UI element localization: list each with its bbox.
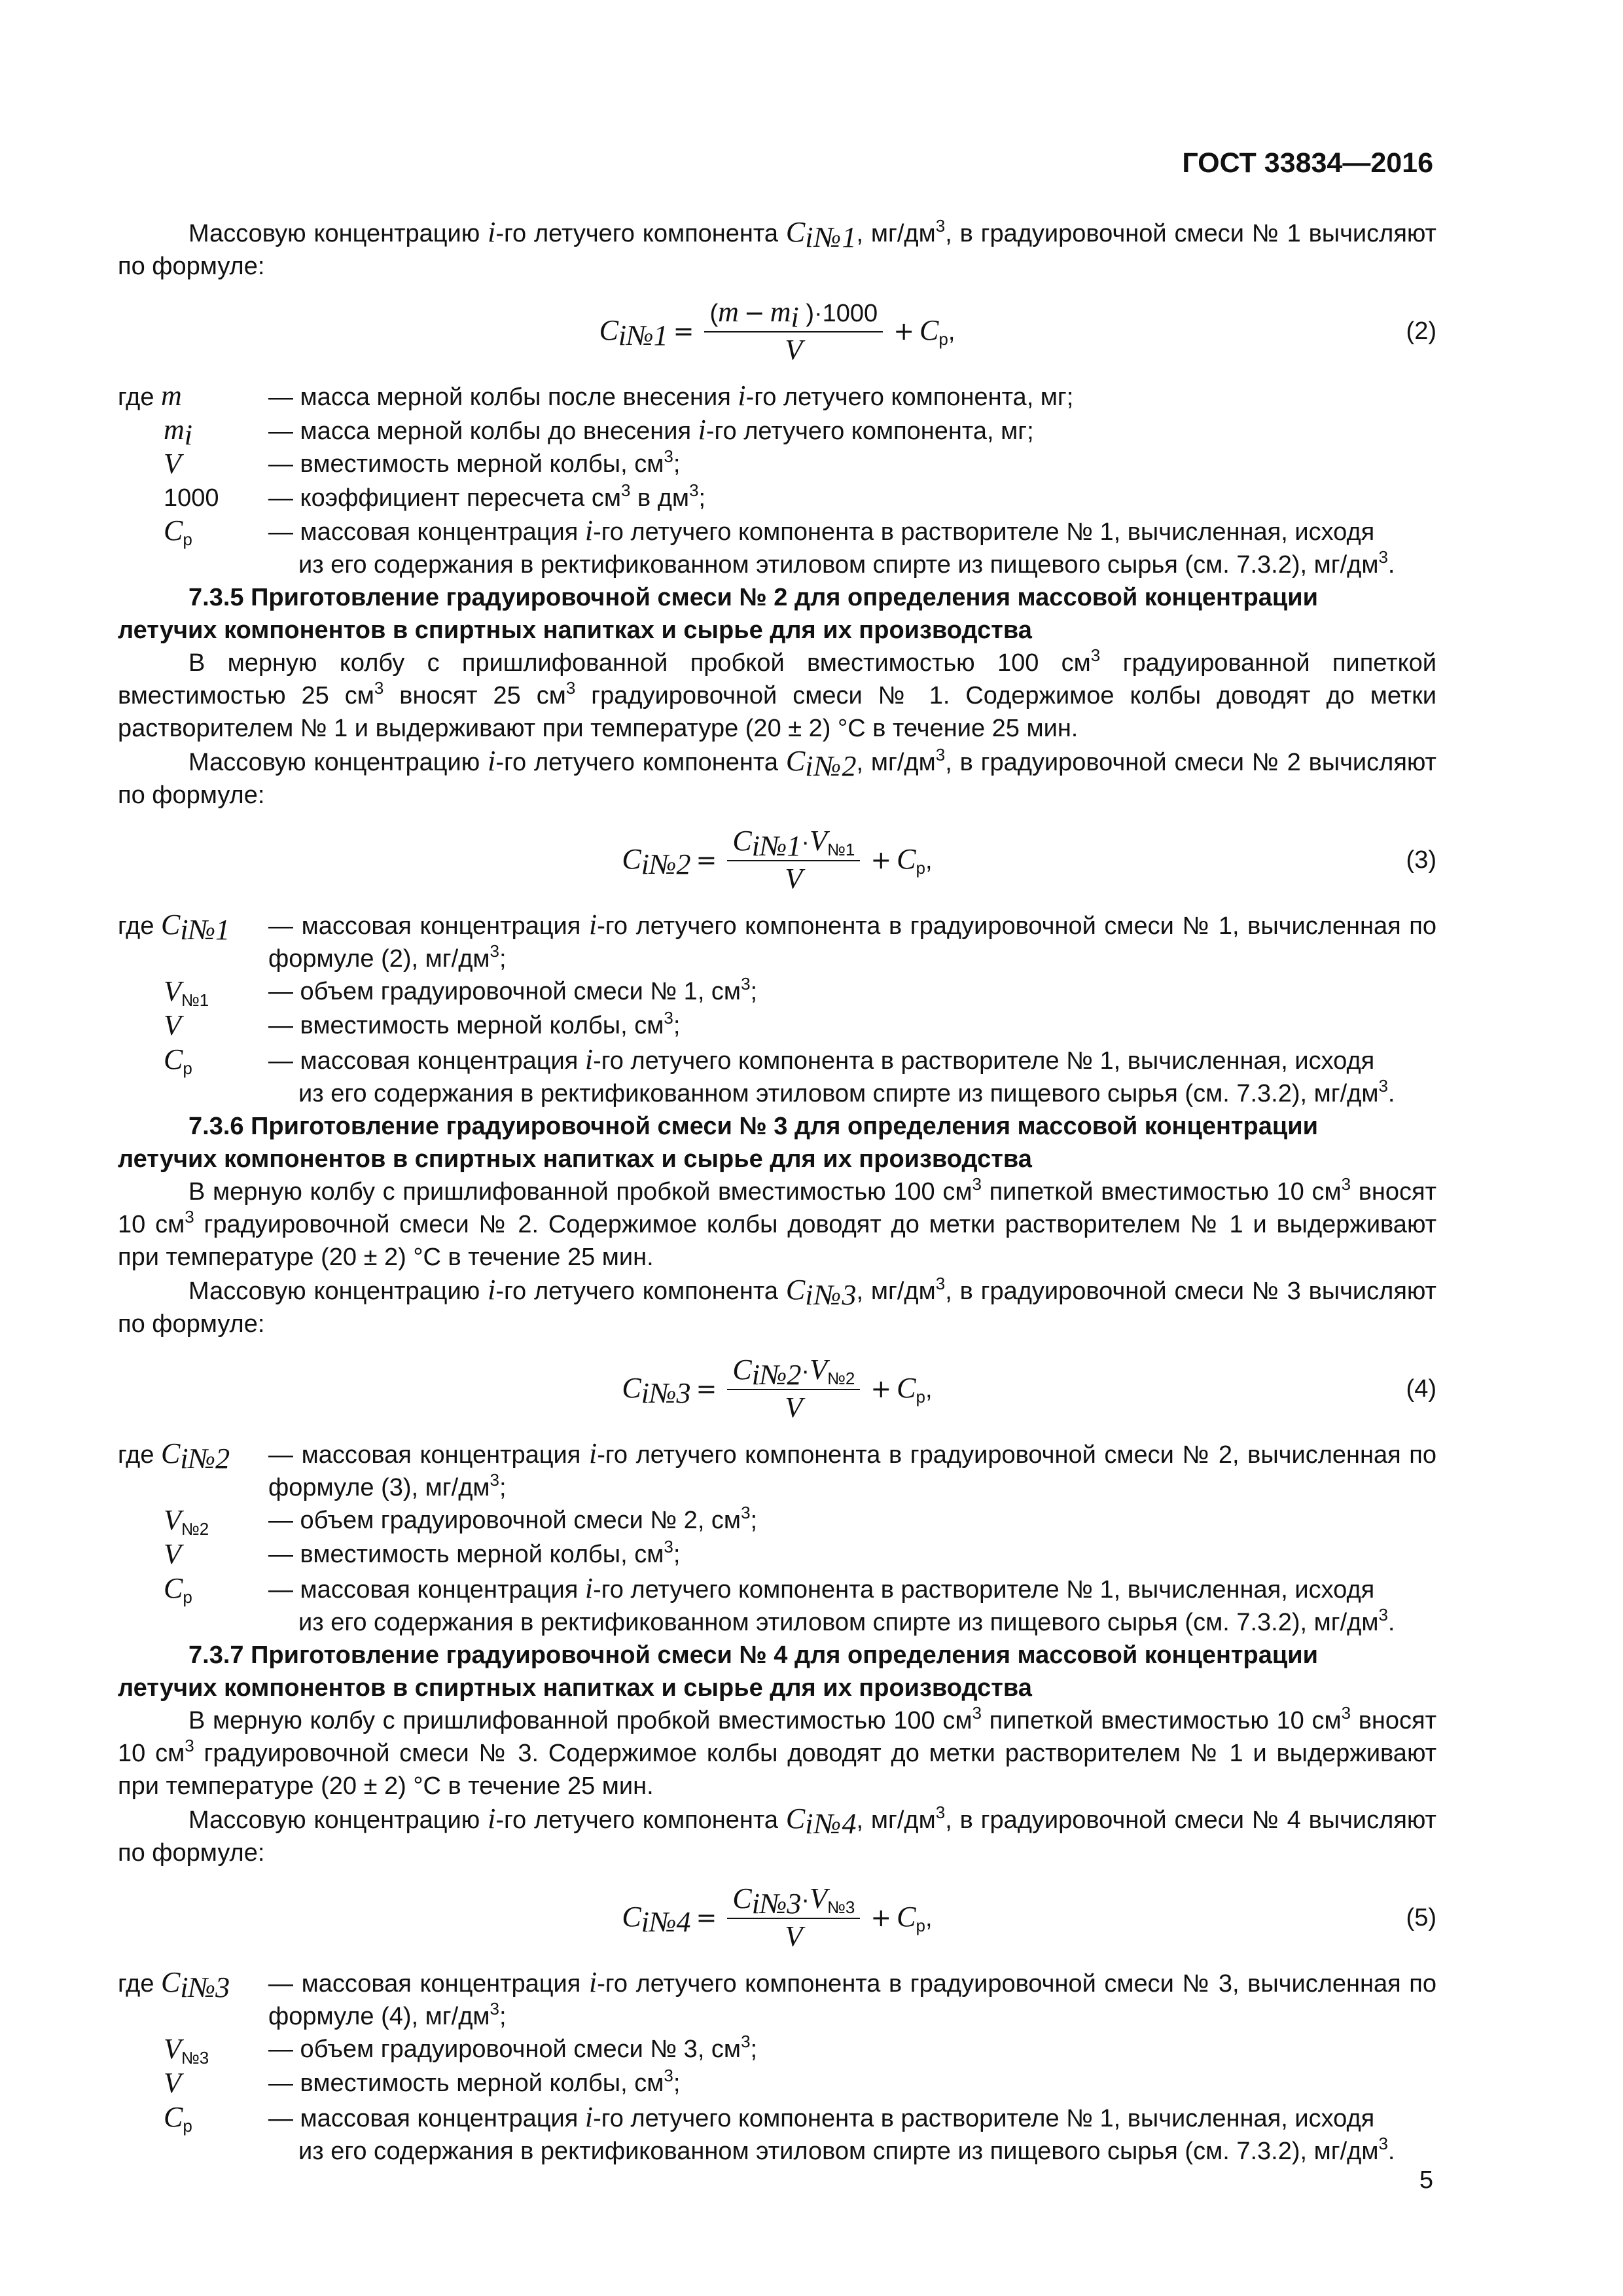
formula-4-intro: Массовую концентрацию i-го летучего компонента $C_{i№3}$, $мг/дм^3$, в градуировочной смеси № 3 вычисляют по формуле:	[118, 1274, 1436, 1338]
formula-2: $C_{i№1}$ = $\frac{(m - m_i )\cdot 1000}{V}$ + $C_р$, (2)	[599, 296, 1436, 366]
formula-2-intro: Массовую концентрацию i-го летучего компонента $C_{i№1}$, $мг/дм^3$, в градуировочной смеси № 1 вычисляют по формуле:	[118, 216, 1436, 280]
formula-3-number: (3)	[1406, 846, 1436, 874]
formula-4-legend: где $C_{i№2}$ — массовая концентрация i-го летучего компонента в градуировочной смеси № 2, вычисленная по формуле (3), $мг/дм^3$; $V_{№2}$ — объем градуировочной смеси № 2, $см^3$; V — вместимость мерной колбы, $см^3$; $C_р$ — массовая концентрация i-го летучего компонента в растворителе № 1, вычисленная, исходя из его содержания в ректификованном этиловом спирте из пищевого сырья (см. 7.3.2), $мг/дм^3$.	[118, 1437, 1436, 1636]
formula-4-number: (4)	[1406, 1375, 1436, 1403]
document-body	[118, 216, 1436, 2168]
formula-2-legend: где m — масса мерной колбы после внесения i-го летучего компонента, мг; $m_i$ — масса мерной колбы до внесения i-го летучего компонента, мг; V — вместимость мерной колбы, $см^3$; 1000 — коэффициент пересчета $см^3$ в $дм^3$; $C_р$ — массовая концентрация i-го летучего компонента в растворителе № 1, вычисленная, исходя из его содержания в ректификованном этиловом спирте из пищевого сырья (см. 7.3.2), $мг/дм^3$.	[118, 380, 1395, 579]
formula-5-number: (5)	[1406, 1904, 1436, 1931]
section-7-3-7-title: 7.3.7 Приготовление градуировочной смеси № 4 для определения массовой концентрации	[188, 1641, 1318, 1669]
formula-2-number: (2)	[1406, 317, 1436, 345]
formula-3-legend: где $C_{i№1}$ — массовая концентрация i-го летучего компонента в градуировочной смеси № 1, вычисленная по формуле (2), $мг/дм^3$; $V_{№1}$ — объем градуировочной смеси № 1, $см^3$; V — вместимость мерной колбы, $см^3$; $C_р$ — массовая концентрация i-го летучего компонента в растворителе № 1, вычисленная, исходя из его содержания в ректификованном этиловом спирте из пищевого сырья (см. 7.3.2), $мг/дм^3$.	[118, 908, 1436, 1107]
section-7-3-6-title: 7.3.6 Приготовление градуировочной смеси № 3 для определения массовой концентрации	[188, 1113, 1318, 1140]
formula-5: $C_{i№4}$ = $\frac{C_{i№3}\cdot V_{№3}}{V}$ + $C_р$, (5)	[622, 1882, 1436, 1952]
document-header: ГОСТ 33834—2016	[1182, 147, 1433, 179]
section-7-3-5-title-cont: летучих компонентов в спиртных напитках и сырье для их производства	[118, 617, 1032, 644]
section-7-3-7-text: В мерную колбу с пришлифованной пробкой вместимостью 100 $см^3$ пипеткой вместимостью 10 $см^3$ вносят 10 $см^3$ градуировочной смеси № 3. Содержимое колбы доводят до метки растворителем № 1 и выдерживают при температуре (20 ± 2) °С в течение 25 мин.	[118, 1703, 1437, 1800]
section-7-3-5-title: 7.3.5 Приготовление градуировочной смеси № 2 для определения массовой концентрации	[188, 584, 1318, 611]
section-7-3-6-title-cont: летучих компонентов в спиртных напитках и сырье для их производства	[118, 1145, 1032, 1173]
page-number: 5	[1419, 2166, 1433, 2194]
formula-3: $C_{i№2}$ = $\frac{C_{i№1}\cdot V_{№1}}{V}$ + $C_р$, (3)	[622, 825, 1436, 895]
formula-3-intro: Массовую концентрацию i-го летучего компонента $C_{i№2}$, $мг/дм^3$, в градуировочной смеси № 2 вычисляют по формуле:	[118, 745, 1436, 809]
formula-5-legend: где $C_{i№3}$ — массовая концентрация i-го летучего компонента в градуировочной смеси № 3, вычисленная по формуле (4), $мг/дм^3$; $V_{№3}$ — объем градуировочной смеси № 3, $см^3$; V — вместимость мерной колбы, $см^3$; $C_р$ — массовая концентрация i-го летучего компонента в растворителе № 1, вычисленная, исходя из его содержания в ректификованном этиловом спирте из пищевого сырья (см. 7.3.2), $мг/дм^3$.	[118, 1966, 1436, 2165]
formula-4: $C_{i№3}$ = $\frac{C_{i№2}\cdot V_{№2}}{V}$ + $C_р$, (4)	[622, 1354, 1436, 1424]
section-7-3-7-title-cont: летучих компонентов в спиртных напитках и сырье для их производства	[118, 1674, 1032, 1702]
formula-5-intro: Массовую концентрацию i-го летучего компонента $C_{i№4}$, $мг/дм^3$, в градуировочной смеси № 4 вычисляют по формуле:	[118, 1803, 1436, 1867]
section-7-3-6-text: В мерную колбу с пришлифованной пробкой вместимостью 100 $см^3$ пипеткой вместимостью 10 $см^3$ вносят 10 $см^3$ градуировочной смеси № 2. Содержимое колбы доводят до метки растворителем № 1 и выдерживают при температуре (20 ± 2) °С в течение 25 мин.	[118, 1174, 1437, 1271]
section-7-3-5-text: В мерную колбу с пришлифованной пробкой вместимостью 100 $см^3$ градуированной пипеткой вместимостью 25 $см^3$ вносят 25 $см^3$ градуировочной смеси № 1. Содержимое колбы доводят до метки растворителем № 1 и выдерживают при температуре (20 ± 2) °С в течение 25 мин.	[118, 645, 1436, 742]
